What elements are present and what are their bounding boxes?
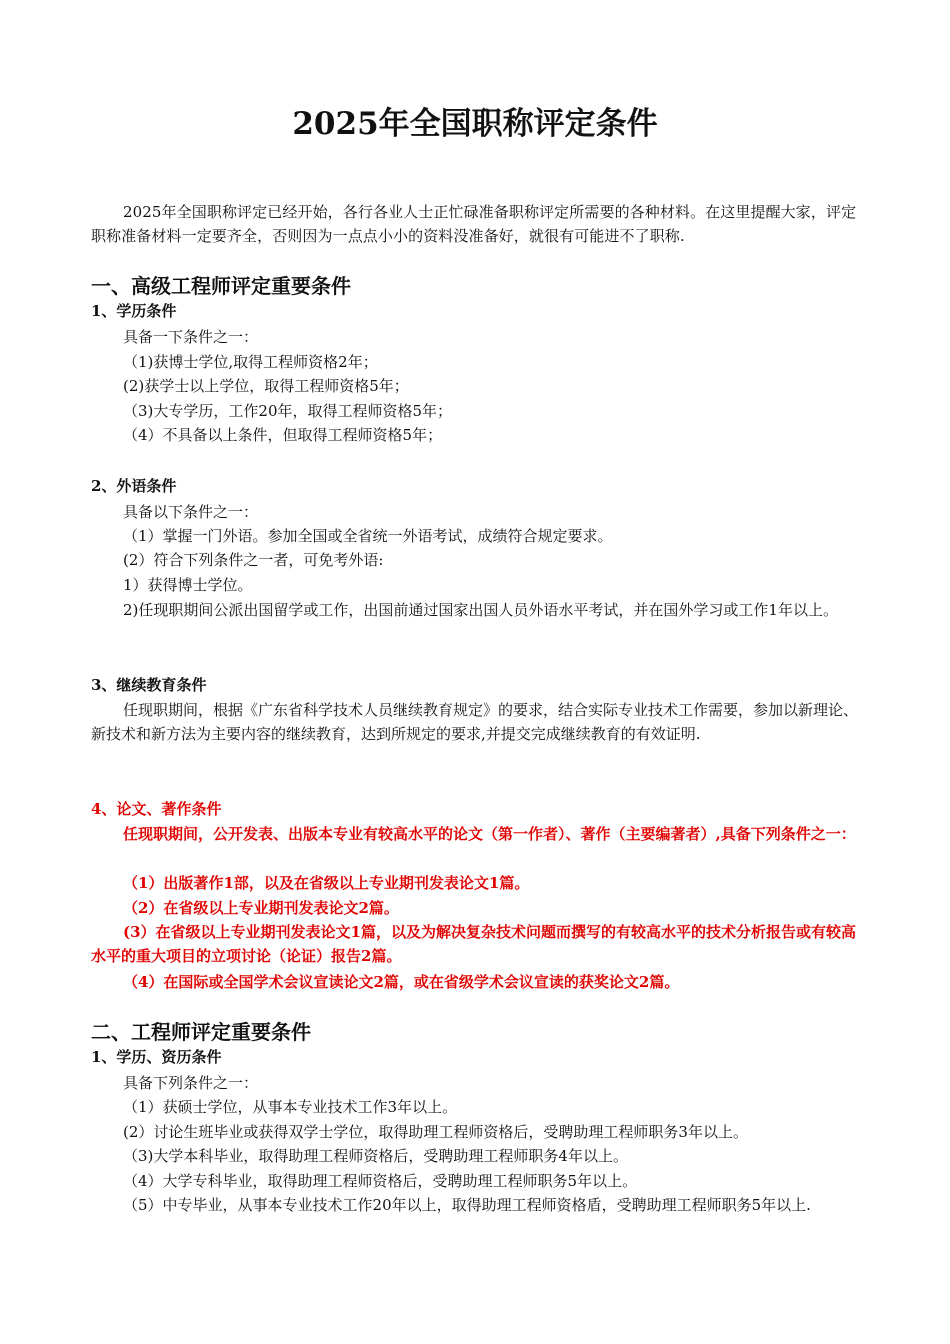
s2-qualification-heading: 1、学历、资历条件 <box>91 1048 222 1066</box>
s1-education-item: （1)获博士学位,取得工程师资格2年； <box>123 353 378 371</box>
s1-education-heading: 1、学历条件 <box>91 302 177 320</box>
s1-education-item: （3)大专学历，工作20年，取得工程师资格5年； <box>123 402 453 420</box>
s1-education-lead: 具备一下条件之一： <box>123 328 259 346</box>
s1-language-heading: 2、外语条件 <box>91 477 177 495</box>
s1-language-item: 1）获得博士学位。 <box>123 576 253 594</box>
s1-papers-item: （4）在国际或全国学术会议宣读论文2篇，或在省级学术会议宣读的获奖论文2篇。 <box>123 973 680 991</box>
s1-papers-item: （1）出版著作1部，以及在省级以上专业期刊发表论文1篇。 <box>123 874 530 892</box>
s2-qualification-item: （4）大学专科毕业，取得助理工程师资格后，受聘助理工程师职务5年以上。 <box>123 1172 638 1190</box>
s1-education-item: (2)获学士以上学位，取得工程师资格5年； <box>123 377 409 395</box>
intro-paragraph: 2025年全国职称评定已经开始，各行各业人士正忙碌准备职称评定所需要的各种材料。在这里提醒大家，评定职称准备材料一定要齐全，否则因为一点点小小的资料没准备好，就很有可能进不了职称. <box>91 203 857 245</box>
s1-education-item: （4）不具备以上条件，但取得工程师资格5年； <box>123 426 443 444</box>
s2-qualification-item: (2）讨论生班毕业或获得双学士学位，取得助理工程师资格后，受聘助理工程师职务3年以上。 <box>123 1123 748 1141</box>
s2-qualification-item: （5）中专毕业，从事本专业技术工作20年以上，取得助理工程师资格盾，受聘助理工程师职务5年以上. <box>123 1196 811 1214</box>
document-title: 2025年全国职称评定条件 <box>292 106 658 142</box>
s1-language-paragraph: 2)任现职期间公派出国留学或工作，出国前通过国家出国人员外语水平考试，并在国外学习或工作1年以上。 <box>123 601 838 619</box>
s1-language-lead: 具备以下条件之一： <box>123 503 259 521</box>
s2-qualification-item: （3)大学本科毕业，取得助理工程师资格后，受聘助理工程师职务4年以上。 <box>123 1147 628 1165</box>
section1-heading: 一、高级工程师评定重要条件 <box>91 274 351 298</box>
s1-papers-paragraph: 任现职期间，公开发表、出版本专业有较高水平的论文（第一作者）、著作（主要编著者）,具备下列条件之一： <box>123 825 856 843</box>
s1-language-item: （1）掌握一门外语。参加全国或全省统一外语考试，成绩符合规定要求。 <box>123 527 613 545</box>
s1-education-continuing-paragraph: 任现职期间，根据《广东省科学技术人员继续教育规定》的要求，结合实际专业技术工作需要，参加以新理论、新技术和新方法为主要内容的继续教育，达到所规定的要求,并提交完成继续教育的有效证明. <box>91 701 859 743</box>
s1-papers-item: （2）在省级以上专业期刊发表论文2篇。 <box>123 899 399 917</box>
s1-education-continuing-heading: 3、继续教育条件 <box>91 676 207 694</box>
s2-qualification-item: （1）获硕士学位，从事本专业技术工作3年以上。 <box>123 1098 458 1116</box>
section2-heading: 二、工程师评定重要条件 <box>91 1020 311 1044</box>
s1-papers-item: (3）在省级以上专业期刊发表论文1篇，以及为解决复杂技术问题而撰写的有较高水平的技术分析报告或有较高水平的重大项目的立项讨论（论证）报告2篇。 <box>91 923 856 965</box>
s1-language-item: (2）符合下列条件之一者，可免考外语: <box>123 551 384 569</box>
s2-qualification-lead: 具备下列条件之一： <box>123 1074 259 1092</box>
s1-papers-heading: 4、论文、著作条件 <box>91 800 222 818</box>
